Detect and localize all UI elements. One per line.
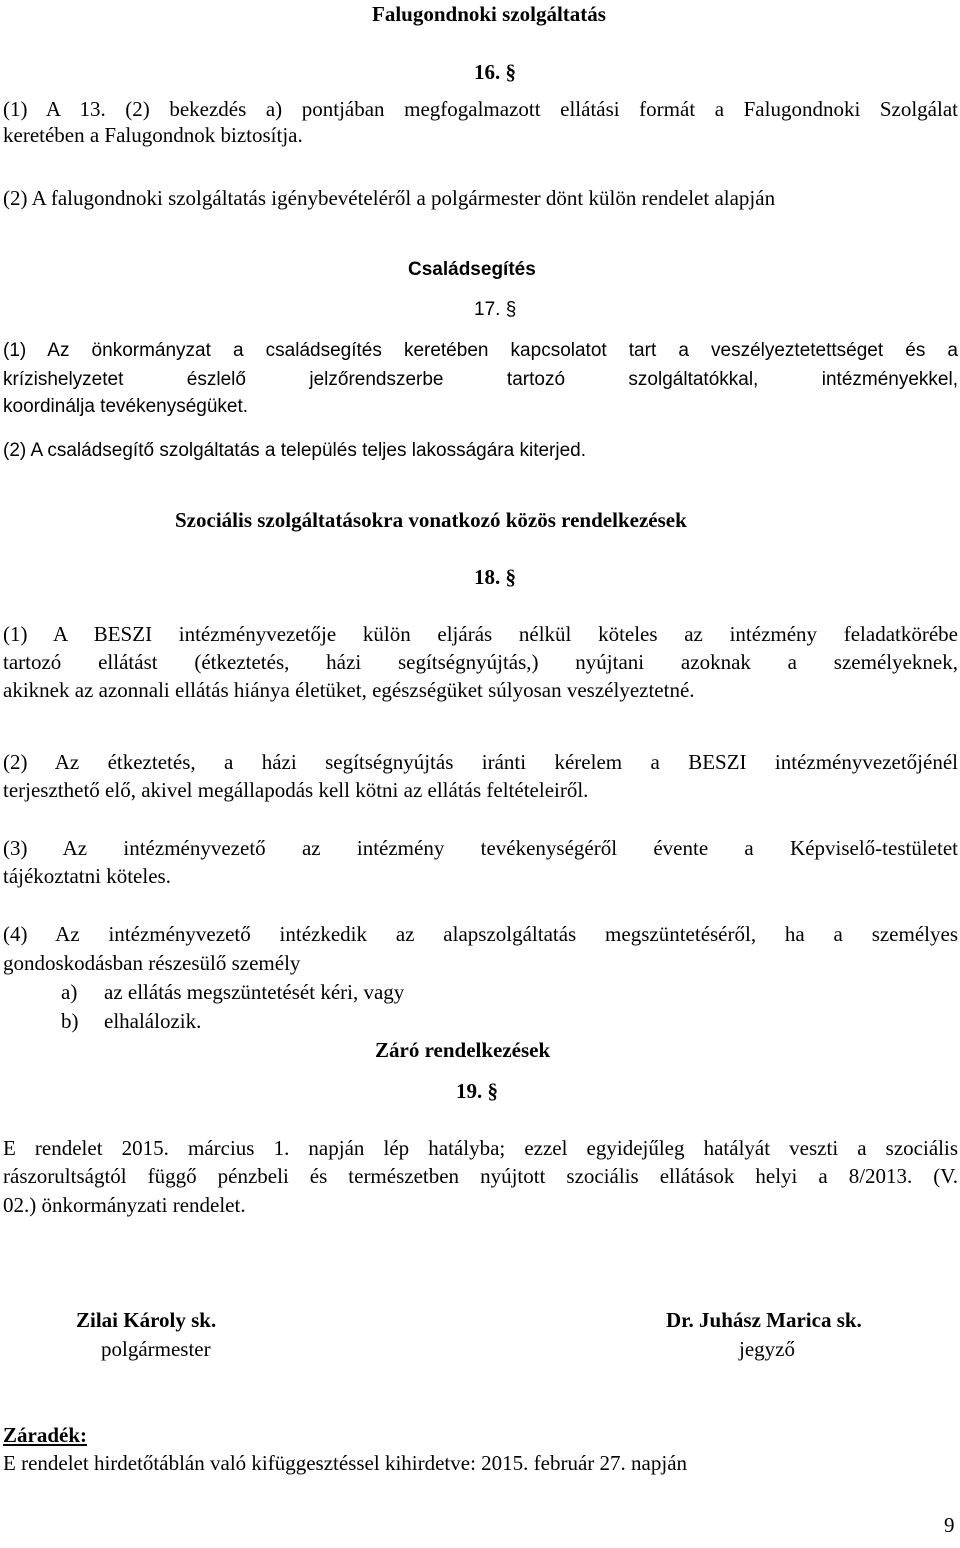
paragraph-18-2-line2: terjeszthető elő, akivel megállapodás kell kötni az ellátás feltételeiről. xyxy=(3,778,589,802)
list-item-a: az ellátás megszüntetését kéri, vagy xyxy=(104,980,405,1004)
section-17: 17. § xyxy=(474,299,517,320)
zaro-line2: rászorultságtól függő pénzbeli és természetben nyújtott szociális ellátások helyi a 8/2013. (V. xyxy=(3,1164,958,1188)
paragraph-18-3-line2: tájékoztatni köteles. xyxy=(3,864,171,888)
paragraph-18-4-line2: gondoskodásban részesülő személy xyxy=(3,951,301,975)
signature-right-name: Dr. Juhász Marica sk. xyxy=(666,1308,862,1332)
paragraph-18-2-line1: (2) Az étkeztetés, a házi segítségnyújtás iránti kérelem a BESZI intézményvezetőjénél xyxy=(3,750,958,774)
paragraph-17-2: (2) A családsegítő szolgáltatás a település teljes lakosságára kiterjed. xyxy=(3,440,586,461)
heading-falugondnoki: Falugondnoki szolgáltatás xyxy=(372,2,606,26)
paragraph-16-1-line1: (1) A 13. (2) bekezdés a) pontjában megfogalmazott ellátási formát a Falugondnoki Szolgálat xyxy=(3,97,958,121)
signature-right-title: jegyző xyxy=(739,1337,795,1361)
heading-zaro: Záró rendelkezések xyxy=(375,1038,551,1062)
section-19: 19. § xyxy=(456,1079,498,1103)
heading-csaladsegites: Családsegítés xyxy=(408,259,536,280)
paragraph-16-1-line2: keretében a Falugondnok biztosítja. xyxy=(3,123,303,147)
list-marker-b: b) xyxy=(61,1009,79,1033)
paragraph-18-1-line1: (1) A BESZI intézményvezetője külön eljárás nélkül köteles az intézmény feladatkörébe xyxy=(3,622,958,646)
signature-left-title: polgármester xyxy=(101,1337,211,1361)
page-number: 9 xyxy=(944,1513,955,1537)
zaradek-label: Záradék: xyxy=(3,1423,87,1447)
paragraph-16-2: (2) A falugondnoki szolgáltatás igénybevételéről a polgármester dönt külön rendelet alapján xyxy=(3,186,776,210)
zaro-line1: E rendelet 2015. március 1. napján lép hatályba; ezzel egyidejűleg hatályát veszti a szociális xyxy=(3,1136,958,1160)
paragraph-18-1-line2: tartozó ellátást (étkeztetés, házi segítségnyújtás,) nyújtani azoknak a személyeknek, xyxy=(3,650,958,674)
list-marker-a: a) xyxy=(61,980,78,1004)
zaradek-text: E rendelet hirdetőtáblán való kifüggesztéssel kihirdetve: 2015. február 27. napján xyxy=(3,1451,688,1475)
list-item-b: elhalálozik. xyxy=(104,1009,202,1033)
paragraph-18-1-line3: akiknek az azonnali ellátás hiánya életüket, egészségüket súlyosan veszélyeztetné. xyxy=(3,678,695,702)
paragraph-17-1-line3: koordinálja tevékenységüket. xyxy=(3,396,249,417)
paragraph-18-4-line1: (4) Az intézményvezető intézkedik az alapszolgáltatás megszüntetéséről, ha a személyes xyxy=(3,922,958,946)
heading-szocialis: Szociális szolgáltatásokra vonatkozó közös rendelkezések xyxy=(175,508,687,532)
section-18: 18. § xyxy=(474,565,516,589)
paragraph-18-3-line1: (3) Az intézményvezető az intézmény tevékenységéről évente a Képviselő-testületet xyxy=(3,836,958,860)
signature-left-name: Zilai Károly sk. xyxy=(76,1308,217,1332)
paragraph-17-1-line1: (1) Az önkormányzat a családsegítés keretében kapcsolatot tart a veszélyeztetettséget és a xyxy=(3,340,958,361)
zaro-line3: 02.) önkormányzati rendelet. xyxy=(3,1193,246,1217)
paragraph-17-1-line2: krízishelyzetet észlelő jelzőrendszerbe tartozó szolgáltatókkal, intézményekkel, xyxy=(3,369,958,390)
section-16: 16. § xyxy=(474,60,516,84)
